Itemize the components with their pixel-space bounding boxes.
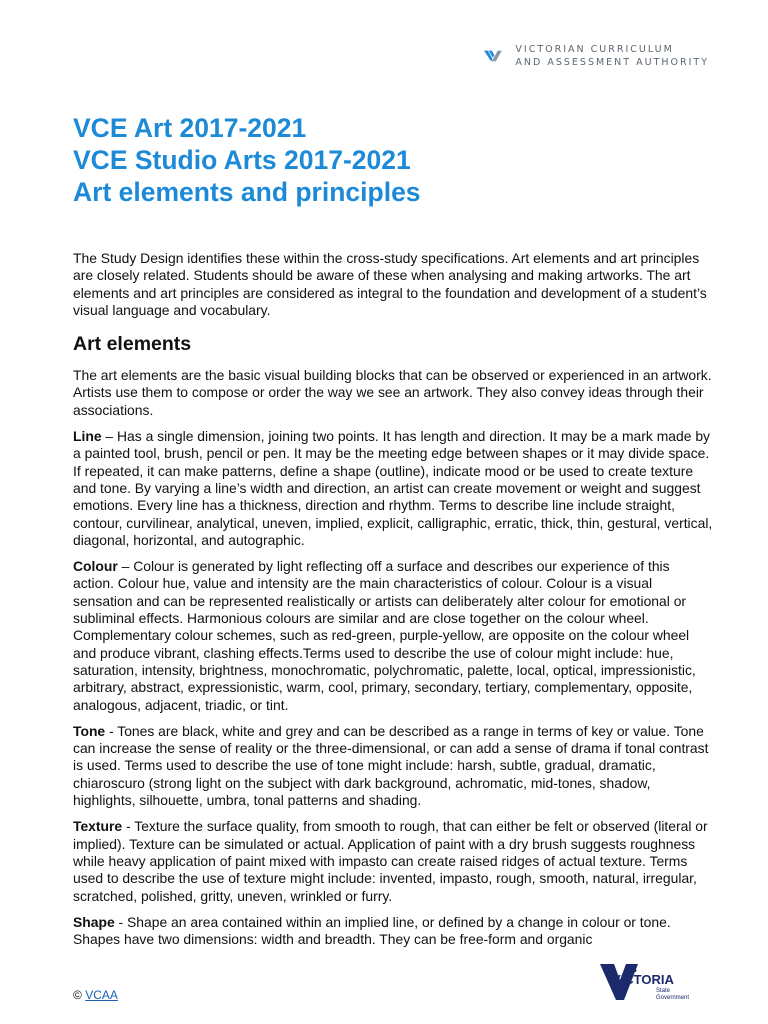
victoria-logo-sub2: Government <box>656 995 690 1001</box>
element-term: Texture <box>73 818 123 835</box>
vcaa-logo <box>484 38 709 74</box>
element-description: – Has a single dimension, joining two points. It has length and direction. It may be a mark made by a painted tool, brush, pencil or pen. It may be the meeting edge between shapes or it may divide space. If repeated, it can make patterns, define a shape (outline), indicate mood or be used to create texture and tone. By varying a line’s width and direction, an artist can create movement or weight and suggest emotions. Every line has a thickness, direction and rhythm. Terms to describe line include straight, contour, curvilinear, analytical, uneven, implied, explicit, calligraphic, erratic, thick, thin, gestural, vertical, diagonal, horizontal, and autographic. <box>73 428 713 548</box>
element-term: Colour <box>73 558 118 575</box>
document-body <box>73 250 713 957</box>
element-description: - Tones are black, white and grey and can be described as a range in terms of key or value. Tone can increase the sense of reality or the three-dimensional, or can add a sense of drama if tonal contrast is used. Terms used to describe the use of tone might include: harsh, subtle, gradual, dramatic, chiaroscuro (strong light on the subject with dark background, achromatic, mid-tones, shadow, highlights, silhouette, umbra, tonal patterns and shading. <box>73 722 709 809</box>
document-title-block <box>73 112 713 208</box>
vcaa-logo-line1: VICTORIAN CURRICULUM <box>515 44 674 55</box>
element-description: - Texture the surface quality, from smooth to rough, that can either be felt or observed (literal or implied). Texture can be simulated or actual. Application of paint with a dry brush suggests roughness while heavy application of paint mixed with impasto can create raised ridges of actual texture. Terms used to describe the use of texture might include: invented, impasto, rough, smooth, natural, irregular, scratched, polished, gritty, uneven, wrinkled or furry. <box>73 818 708 904</box>
element-line-paragraph <box>73 428 713 549</box>
element-tone-paragraph <box>73 723 713 809</box>
vcaa-logo-line2: AND ASSESSMENT AUTHORITY <box>515 57 709 68</box>
element-term: Line <box>73 428 102 445</box>
element-colour-paragraph <box>73 558 713 714</box>
vcaa-chevron-icon <box>484 39 505 73</box>
section-heading: Art elements <box>73 333 192 356</box>
element-term: Shape <box>73 913 115 930</box>
victoria-state-government-logo <box>598 960 698 1006</box>
intro-paragraph: The Study Design identifies these within the cross-study specifications. Art elements and art principles are closely related. Students should be aware of these when analysing and making artworks. The art elements and art principles are considered as integral to the foundation and development of a student’s visual language and vocabulary. <box>73 250 707 318</box>
element-shape-paragraph <box>73 914 713 949</box>
element-term: Tone <box>73 722 106 739</box>
victoria-logo-sub1: State <box>656 988 671 994</box>
element-texture-paragraph <box>73 818 713 904</box>
title-art: VCE Art 2017-2021 <box>73 113 307 143</box>
vcaa-logo-text <box>515 43 709 69</box>
copyright-symbol: © <box>73 988 82 1002</box>
title-elements-principles: Art elements and principles <box>73 177 421 207</box>
element-description: - Shape an area contained within an implied line, or defined by a change in colour or tone. Shapes have two dimensions: width and breadth. They can be free-form and organic <box>73 913 671 948</box>
element-description: – Colour is generated by light reflecting off a surface and describes our experience of this action. Colour hue, value and intensity are the main characteristics of colour. Colour is a visual sensation and can be represented realistically or artists can deliberately alter colour for emotional or subliminal effects. Harmonious colours are similar and are close together on the colour wheel. Complementary colour schemes, such as red-green, purple-yellow, are opposite on the colour wheel and produce vibrant, clashing effects.Terms used to describe the use of colour might include: hue, saturation, intensity, brightness, monochromatic, polychromatic, palette, local, optical, impressionistic, arbitrary, abstract, expressionistic, warm, cool, primary, secondary, tertiary, complementary, opposite, analogous, adjacent, triadic, or tint. <box>73 558 696 713</box>
vcaa-link[interactable]: VCAA <box>85 988 118 1002</box>
victoria-logo-word: VICTORIA <box>612 972 674 987</box>
footer-copyright <box>73 988 118 1002</box>
title-studio-arts: VCE Studio Arts 2017-2021 <box>73 145 411 175</box>
section-intro-paragraph: The art elements are the basic visual building blocks that can be observed or experienced in an artwork. Artists use them to compose or order the way we see an artwork. They also convey ideas through their associations. <box>73 367 712 418</box>
